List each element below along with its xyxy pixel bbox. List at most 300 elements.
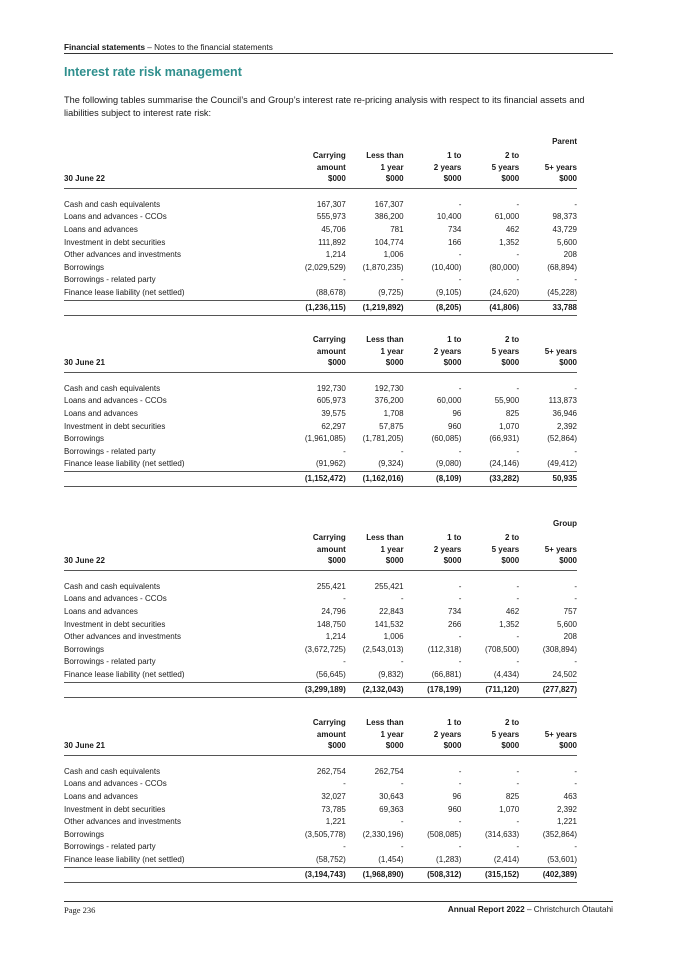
column-heading-line: Carrying [312,335,346,344]
total-label-cell [64,867,288,882]
table-cell: 10,400 [436,212,462,222]
column-heading-unit: $000 [385,556,404,566]
column-heading-line: 1 year [380,544,404,554]
column-heading-unit: $000 [501,174,520,184]
row-label: Loans and advances - CCOs [64,396,167,406]
row-label: Borrowings - related party [64,842,156,852]
table-cell: - [400,446,404,456]
table-cell: 24,502 [552,669,577,679]
table-cell: (88,678) [316,287,346,297]
column-heading-line: amount [316,346,346,356]
column-heading-unit: $000 [443,741,462,751]
running-header [64,43,273,52]
table-cell: (9,105) [436,287,462,297]
total-cell: (33,282) [461,471,519,486]
table-row [64,606,577,619]
row-label: Other advances and investments [64,632,181,642]
group-2022-table [64,532,577,698]
table-cell: (1,781,205) [362,434,404,444]
table-cell: (2,414) [493,854,520,864]
column-heading-line: 1 year [380,346,404,356]
column-heading-unit: $000 [501,556,520,566]
table-cell: 208 [563,250,577,260]
table-cell: 960 [448,804,462,814]
column-heading-line: 5 years [491,346,520,356]
running-header-section: Financial statements [64,43,145,52]
row-label: Loans and advances - CCOs [64,594,167,604]
column-heading-unit: $000 [559,556,577,566]
table-cell: - [516,250,520,260]
row-label: Investment in debt securities [64,421,166,431]
year-heading: 30 June 21 [64,717,288,755]
table-cell: 463 [563,791,577,801]
table-cell: 39,575 [321,408,346,418]
table-cell: (1,283) [436,854,462,864]
column-heading-line: 5+ years [544,729,577,739]
table-cell: - [458,657,462,667]
table-cell: - [400,275,404,285]
table-cell: 24,796 [321,606,346,616]
table-cell: 141,532 [374,619,404,629]
group-section-label: Group [553,519,577,528]
table-cell: - [458,632,462,642]
table-cell: - [343,779,346,789]
table-row [64,249,577,262]
total-cell: (8,205) [404,300,462,315]
table-cell: - [574,199,577,209]
table-row [64,644,577,657]
table-cell: 1,070 [499,421,520,431]
total-row [64,867,577,882]
table-cell: - [516,766,520,776]
column-heading [288,150,346,188]
row-label: Other advances and investments [64,250,181,260]
table-cell: (49,412) [547,459,577,469]
column-heading [519,334,577,372]
table-row [64,766,577,779]
row-label: Borrowings - related party [64,275,156,285]
table-cell: 255,421 [374,581,404,591]
column-heading [346,532,404,570]
row-label: Other advances and investments [64,817,181,827]
table-cell: 2,392 [556,421,577,431]
column-heading-line: 5+ years [544,544,577,554]
table-cell: (66,881) [431,669,462,679]
row-label: Loans and advances [64,224,138,234]
table-cell: (112,318) [427,644,462,654]
column-heading-line: 5 years [491,729,520,739]
total-cell: (402,389) [519,867,577,882]
row-label: Borrowings [64,644,105,654]
report-name: Annual Report 2022 [447,905,525,914]
table-cell: - [574,594,577,604]
table-cell: - [516,779,520,789]
table-cell: 192,730 [316,383,346,393]
table-row [64,854,577,867]
group-2021-table [64,717,577,883]
parent-2022-table [64,150,577,316]
column-heading [404,334,462,372]
table-cell: (308,894) [542,644,577,654]
table-cell: 36,946 [552,408,577,418]
table-cell: - [574,275,577,285]
year-heading: 30 June 21 [64,334,288,372]
table-cell: - [574,779,577,789]
column-heading-unit: $000 [559,358,577,368]
table-cell: - [516,446,520,456]
table-cell: 167,307 [374,199,404,209]
table-cell: 825 [505,408,520,418]
table-cell: 2,392 [556,804,577,814]
table-cell: - [458,766,462,776]
table-cell: 57,875 [379,421,404,431]
column-heading-line: 5+ years [544,162,577,172]
table-cell: (4,434) [493,669,520,679]
table-cell: - [343,446,346,456]
table-cell: - [516,383,520,393]
table-cell: 462 [505,224,520,234]
column-heading-unit: $000 [443,174,462,184]
column-heading-unit: $000 [328,556,346,566]
table-cell: (24,146) [489,459,520,469]
table-row [64,778,577,791]
running-header-subsection: – Notes to the financial statements [145,43,273,52]
column-heading-unit: $000 [385,174,404,184]
table-cell: - [458,446,462,456]
table-cell: - [516,275,520,285]
column-heading-line: 2 to [504,335,520,344]
row-label: Borrowings - related party [64,446,156,456]
page-number: Page 236 [64,905,96,915]
total-row [64,300,577,315]
total-cell: (3,299,189) [288,682,346,697]
table-cell: 73,785 [321,804,346,814]
column-heading [461,150,519,188]
header-rule [64,53,613,54]
row-label: Loans and advances [64,606,138,616]
table-cell: (1,870,235) [362,262,404,272]
table-cell: 825 [505,791,520,801]
table-cell: (1,454) [378,854,404,864]
table-cell: 1,708 [383,408,404,418]
table-cell: 1,006 [383,250,404,260]
column-heading [404,717,462,755]
table-cell: - [516,199,520,209]
table-cell: 111,892 [318,237,346,247]
total-cell: (277,827) [519,682,577,697]
total-cell: (711,120) [461,682,519,697]
table-cell: - [343,275,346,285]
year-heading: 30 June 22 [64,150,288,188]
column-heading-line: 1 to [447,533,462,542]
table-cell: 5,600 [556,619,577,629]
table-cell: 555,973 [316,212,346,222]
table-row [64,287,577,300]
total-cell: (1,152,472) [288,471,346,486]
table-cell: 266 [448,619,462,629]
column-heading-unit: $000 [328,741,346,751]
table-cell: - [343,594,346,604]
table-cell: 32,027 [321,791,346,801]
row-label: Investment in debt securities [64,237,166,247]
intro-paragraph: The following tables summarise the Council’s and Group’s interest rate re-pricing analysis with respect to its financial assets and liabilities subject to interest rate risk: [64,95,585,118]
table-row [64,619,577,632]
footer-rule [64,901,613,902]
table-cell: 605,973 [316,396,346,406]
table-cell: 60,000 [436,396,462,406]
table-cell: 208 [563,632,577,642]
table-cell: 386,200 [374,212,404,222]
table-cell: - [516,657,520,667]
total-label-cell [64,682,288,697]
table-cell: 734 [448,224,462,234]
column-heading-unit: $000 [501,741,520,751]
total-cell: (1,219,892) [346,300,404,315]
row-label: Borrowings [64,829,105,839]
column-heading-unit: $000 [501,358,520,368]
row-label: Loans and advances [64,408,138,418]
column-heading-line: Less than [366,335,404,344]
column-heading-unit: $000 [328,174,346,184]
parent-section-label: Parent [552,137,577,146]
column-heading-line: 5 years [491,544,520,554]
table-cell: - [458,581,462,591]
table-cell: 104,774 [374,237,404,247]
column-heading [346,150,404,188]
column-heading-line: Carrying [312,533,346,542]
table-cell: (10,400) [431,262,462,272]
row-label: Cash and cash equivalents [64,766,161,776]
table-cell: - [458,594,462,604]
column-heading [461,532,519,570]
table-cell: - [516,581,520,591]
table-row [64,458,577,471]
column-heading-line: 2 years [433,162,462,172]
table-row [64,274,577,287]
table-row [64,631,577,644]
table-cell: 148,750 [316,619,346,629]
table-row [64,669,577,682]
table-cell: (91,962) [316,459,346,469]
total-label-cell [64,300,288,315]
table-cell: (45,228) [547,287,577,297]
table-row [64,237,577,250]
table-cell: - [458,275,462,285]
row-label: Finance lease liability (net settled) [64,854,185,864]
table-cell: - [458,842,462,852]
table-cell: (352,864) [542,829,577,839]
table-row [64,816,577,829]
column-heading-line: Less than [366,718,404,727]
table-cell: (80,000) [489,262,520,272]
column-heading-line: Less than [366,533,404,542]
table-cell: (53,601) [547,854,577,864]
column-heading-unit: $000 [328,358,346,368]
row-label: Cash and cash equivalents [64,581,161,591]
total-cell: (3,194,743) [288,867,346,882]
table-cell: - [574,842,577,852]
column-heading-unit: $000 [559,174,577,184]
table-cell: (508,085) [427,829,462,839]
table-cell: 61,000 [494,212,520,222]
table-cell: 255,421 [316,581,346,591]
table-cell: 1,214 [325,632,346,642]
table-cell: 45,706 [321,224,346,234]
table-cell: - [574,446,577,456]
table-row [64,211,577,224]
table-cell: (58,752) [316,854,346,864]
table-cell: (52,864) [547,434,577,444]
table-cell: 62,297 [321,421,346,431]
table-cell: - [574,581,577,591]
column-heading [519,532,577,570]
report-title [448,905,613,914]
table-cell: (60,085) [431,434,462,444]
table-cell: 1,214 [325,250,346,260]
table-cell: 43,729 [552,224,577,234]
table-row [64,656,577,669]
total-cell: (41,806) [461,300,519,315]
table-cell: - [400,817,404,827]
table-cell: - [574,766,577,776]
table-cell: - [458,817,462,827]
table-cell: 22,843 [379,606,404,616]
table-cell: - [516,817,520,827]
table-cell: 262,754 [316,766,346,776]
table-cell: 1,006 [383,632,404,642]
column-heading-line: Carrying [312,151,346,160]
column-heading-unit: $000 [385,741,404,751]
table-cell: (68,894) [547,262,577,272]
table-cell: (3,505,778) [304,829,346,839]
row-label: Loans and advances - CCOs [64,212,167,222]
table-row [64,804,577,817]
table-cell: 960 [448,421,462,431]
table-cell: 113,873 [548,396,577,406]
row-label: Borrowings [64,262,105,272]
table-cell: 30,643 [379,791,404,801]
table-cell: - [400,779,404,789]
table-cell: - [458,383,462,393]
column-heading [461,717,519,755]
column-heading [404,150,462,188]
total-cell: (2,132,043) [346,682,404,697]
table-cell: (9,832) [378,669,404,679]
column-heading-line: Less than [366,151,404,160]
table-row [64,262,577,275]
table-cell: 781 [390,224,404,234]
table-cell: - [458,779,462,789]
table-cell: - [516,842,520,852]
table-cell: (3,672,725) [304,644,346,654]
table-cell: 5,600 [556,237,577,247]
table-cell: (2,330,196) [362,829,404,839]
column-heading-unit: $000 [443,358,462,368]
column-heading-line: 1 to [447,335,462,344]
row-label: Finance lease liability (net settled) [64,459,185,469]
column-heading-line: amount [316,544,346,554]
total-cell: 50,935 [519,471,577,486]
table-cell: 96 [452,791,462,801]
column-heading-unit: $000 [559,741,577,751]
row-label: Cash and cash equivalents [64,383,161,393]
column-heading-line: 1 to [447,718,462,727]
table-row [64,383,577,396]
total-label-cell [64,471,288,486]
page-title: Interest rate risk management [64,65,242,79]
column-heading-line: 1 year [380,162,404,172]
table-cell: (314,633) [484,829,520,839]
table-cell: 1,070 [499,804,520,814]
column-heading-line: 2 to [504,718,520,727]
table-cell: - [516,594,520,604]
table-cell: (708,500) [484,644,520,654]
row-label: Finance lease liability (net settled) [64,669,185,679]
table-cell: 167,307 [316,199,346,209]
table-cell: 462 [505,606,520,616]
column-heading [288,334,346,372]
table-cell: (1,961,085) [304,434,346,444]
table-row [64,581,577,594]
column-heading-line: 2 years [433,729,462,739]
table-cell: - [574,383,577,393]
total-cell: 33,788 [519,300,577,315]
column-heading-line: 1 to [447,151,462,160]
table-row [64,433,577,446]
row-label: Borrowings - related party [64,657,156,667]
table-cell: - [343,842,346,852]
column-heading-line: amount [316,162,346,172]
column-heading-line: Carrying [312,718,346,727]
total-cell: (8,109) [404,471,462,486]
table-row [64,199,577,212]
column-heading [346,334,404,372]
column-heading [519,150,577,188]
table-row [64,408,577,421]
row-label: Investment in debt securities [64,619,166,629]
total-cell: (508,312) [404,867,462,882]
table-cell: - [458,250,462,260]
table-cell: 55,900 [494,396,520,406]
table-cell: 98,373 [552,212,577,222]
table-row [64,829,577,842]
row-label: Cash and cash equivalents [64,199,161,209]
column-heading-line: 5+ years [544,346,577,356]
row-label: Loans and advances [64,791,138,801]
column-heading-line: 2 years [433,346,462,356]
table-cell: - [400,842,404,852]
total-cell: (315,152) [461,867,519,882]
table-cell: (66,931) [489,434,520,444]
table-cell: 96 [452,408,462,418]
table-row [64,446,577,459]
row-label: Investment in debt securities [64,804,166,814]
column-heading [288,532,346,570]
table-cell: 262,754 [374,766,404,776]
total-cell: (1,968,890) [346,867,404,882]
table-cell: 166 [448,237,462,247]
year-heading: 30 June 22 [64,532,288,570]
table-cell: 1,221 [556,817,577,827]
table-cell: - [343,657,346,667]
table-row [64,224,577,237]
total-row [64,471,577,486]
table-cell: 376,200 [374,396,404,406]
total-cell: (1,162,016) [346,471,404,486]
table-cell: (2,029,529) [304,262,346,272]
column-heading-line: 2 years [433,544,462,554]
total-cell: (1,236,115) [288,300,346,315]
